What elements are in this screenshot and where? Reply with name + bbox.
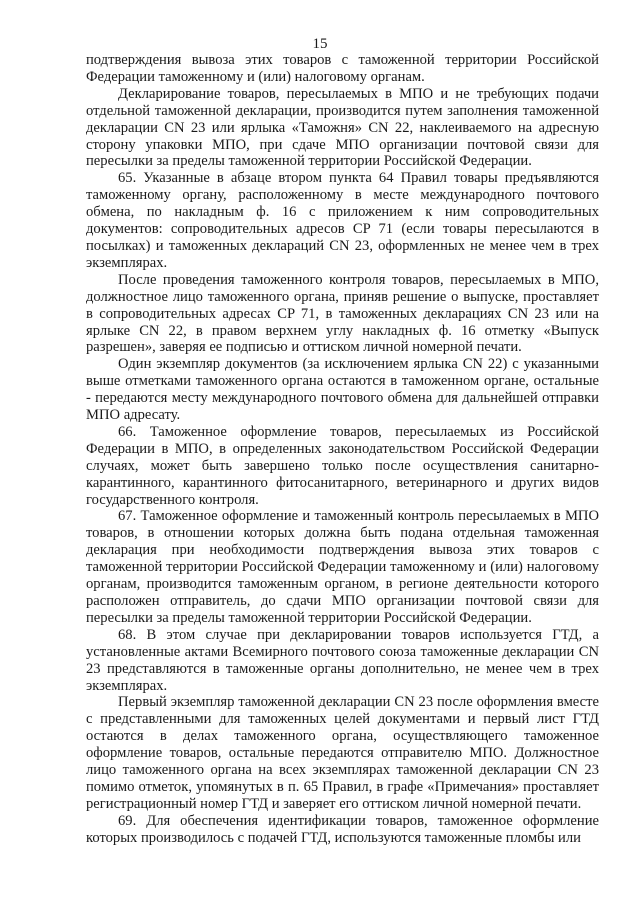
- paragraph-declaration-mpo: Декларирование товаров, пересылаемых в МПО и не требующих подачи отдельной таможенной декларации, производится путем заполнения таможенной декларации CN 23 или ярлыка «Таможня» CN 22, наклеиваемого на адресную сторону упаковки МПО, при сдаче МПО организации почтовой связи для пересылки за пределы таможенной территории Российской Федерации.: [86, 85, 599, 170]
- paragraph-item-65: 65. Указанные в абзаце втором пункта 64 Правил товары предъявляются таможенному органу, расположенному в месте международного почтового обмена, по накладным ф. 16 с приложением к ним сопроводительных документов: сопроводительных адресов CP 71 (если товары пересылаются в посылках) и таможенных деклараций CN 23, оформленных не менее чем в трех экземплярах.: [86, 170, 599, 271]
- paragraph-item-67: 67. Таможенное оформление и таможенный контроль пересылаемых в МПО товаров, в отношении которых должна быть подана отдельная таможенная декларация при необходимости подтверждения вывоза этих товаров с таможенной территории Российской Федерации таможенному и (или) налоговому органам, производится таможенным органом, в регионе деятельности которого расположен отправитель, до сдачи МПО организации почтовой связи для пересылки за пределы таможенной территории Российской Федерации.: [86, 508, 599, 626]
- paragraph-item-68: 68. В этом случае при декларировании товаров используется ГТД, а установленные актами Всемирного почтового союза таможенные декларации CN 23 представляются в таможенные органы дополнительно, не менее чем в трех экземплярах.: [86, 626, 599, 694]
- paragraph-document-copy: Один экземпляр документов (за исключением ярлыка CN 22) с указанными выше отметками таможенного органа остаются в таможенном органе, остальные - передаются месту международного почтового обмена для дальнейшей отправки МПО адресату.: [86, 356, 599, 424]
- paragraph-item-66: 66. Таможенное оформление товаров, пересылаемых из Российской Федерации в МПО, в определенных законодательством Российской Федерации случаях, может быть завершено только после осуществления санитарно-карантинного, карантинного фитосанитарного, ветеринарного и других видов государственного контроля.: [86, 423, 599, 508]
- document-body: [86, 52, 599, 847]
- paragraph-continuation: подтверждения вывоза этих товаров с таможенной территории Российской Федерации таможенному и (или) налоговому органам.: [86, 52, 599, 85]
- page-number: 15: [312, 36, 328, 52]
- paragraph-item-69: 69. Для обеспечения идентификации товаров, таможенное оформление которых производилось с подачей ГТД, используются таможенные пломбы или: [86, 812, 599, 846]
- paragraph-customs-control: После проведения таможенного контроля товаров, пересылаемых в МПО, должностное лицо таможенного органа, приняв решение о выпуске, проставляет в сопроводительных адресах CP 71, в таможенных декларациях CN 23 или на ярлыке CN 22, в правом верхнем углу накладных ф. 16 отметку «Выпуск разрешен», заверяя ее подписью и оттиском личной номерной печати.: [86, 271, 599, 356]
- paragraph-first-copy: Первый экземпляр таможенной декларации CN 23 после оформления вместе с представленными для таможенных целей документами и первый лист ГТД остаются в делах таможенного органа, осуществляющего таможенное оформление товаров, остальные передаются отправителю МПО. Должностное лицо таможенного органа на всех экземплярах таможенной декларации CN 23 помимо отметок, упомянутых в п. 65 Правил, в графе «Примечания» проставляет регистрационный номер ГТД и заверяет его оттиском личной номерной печати.: [86, 694, 599, 812]
